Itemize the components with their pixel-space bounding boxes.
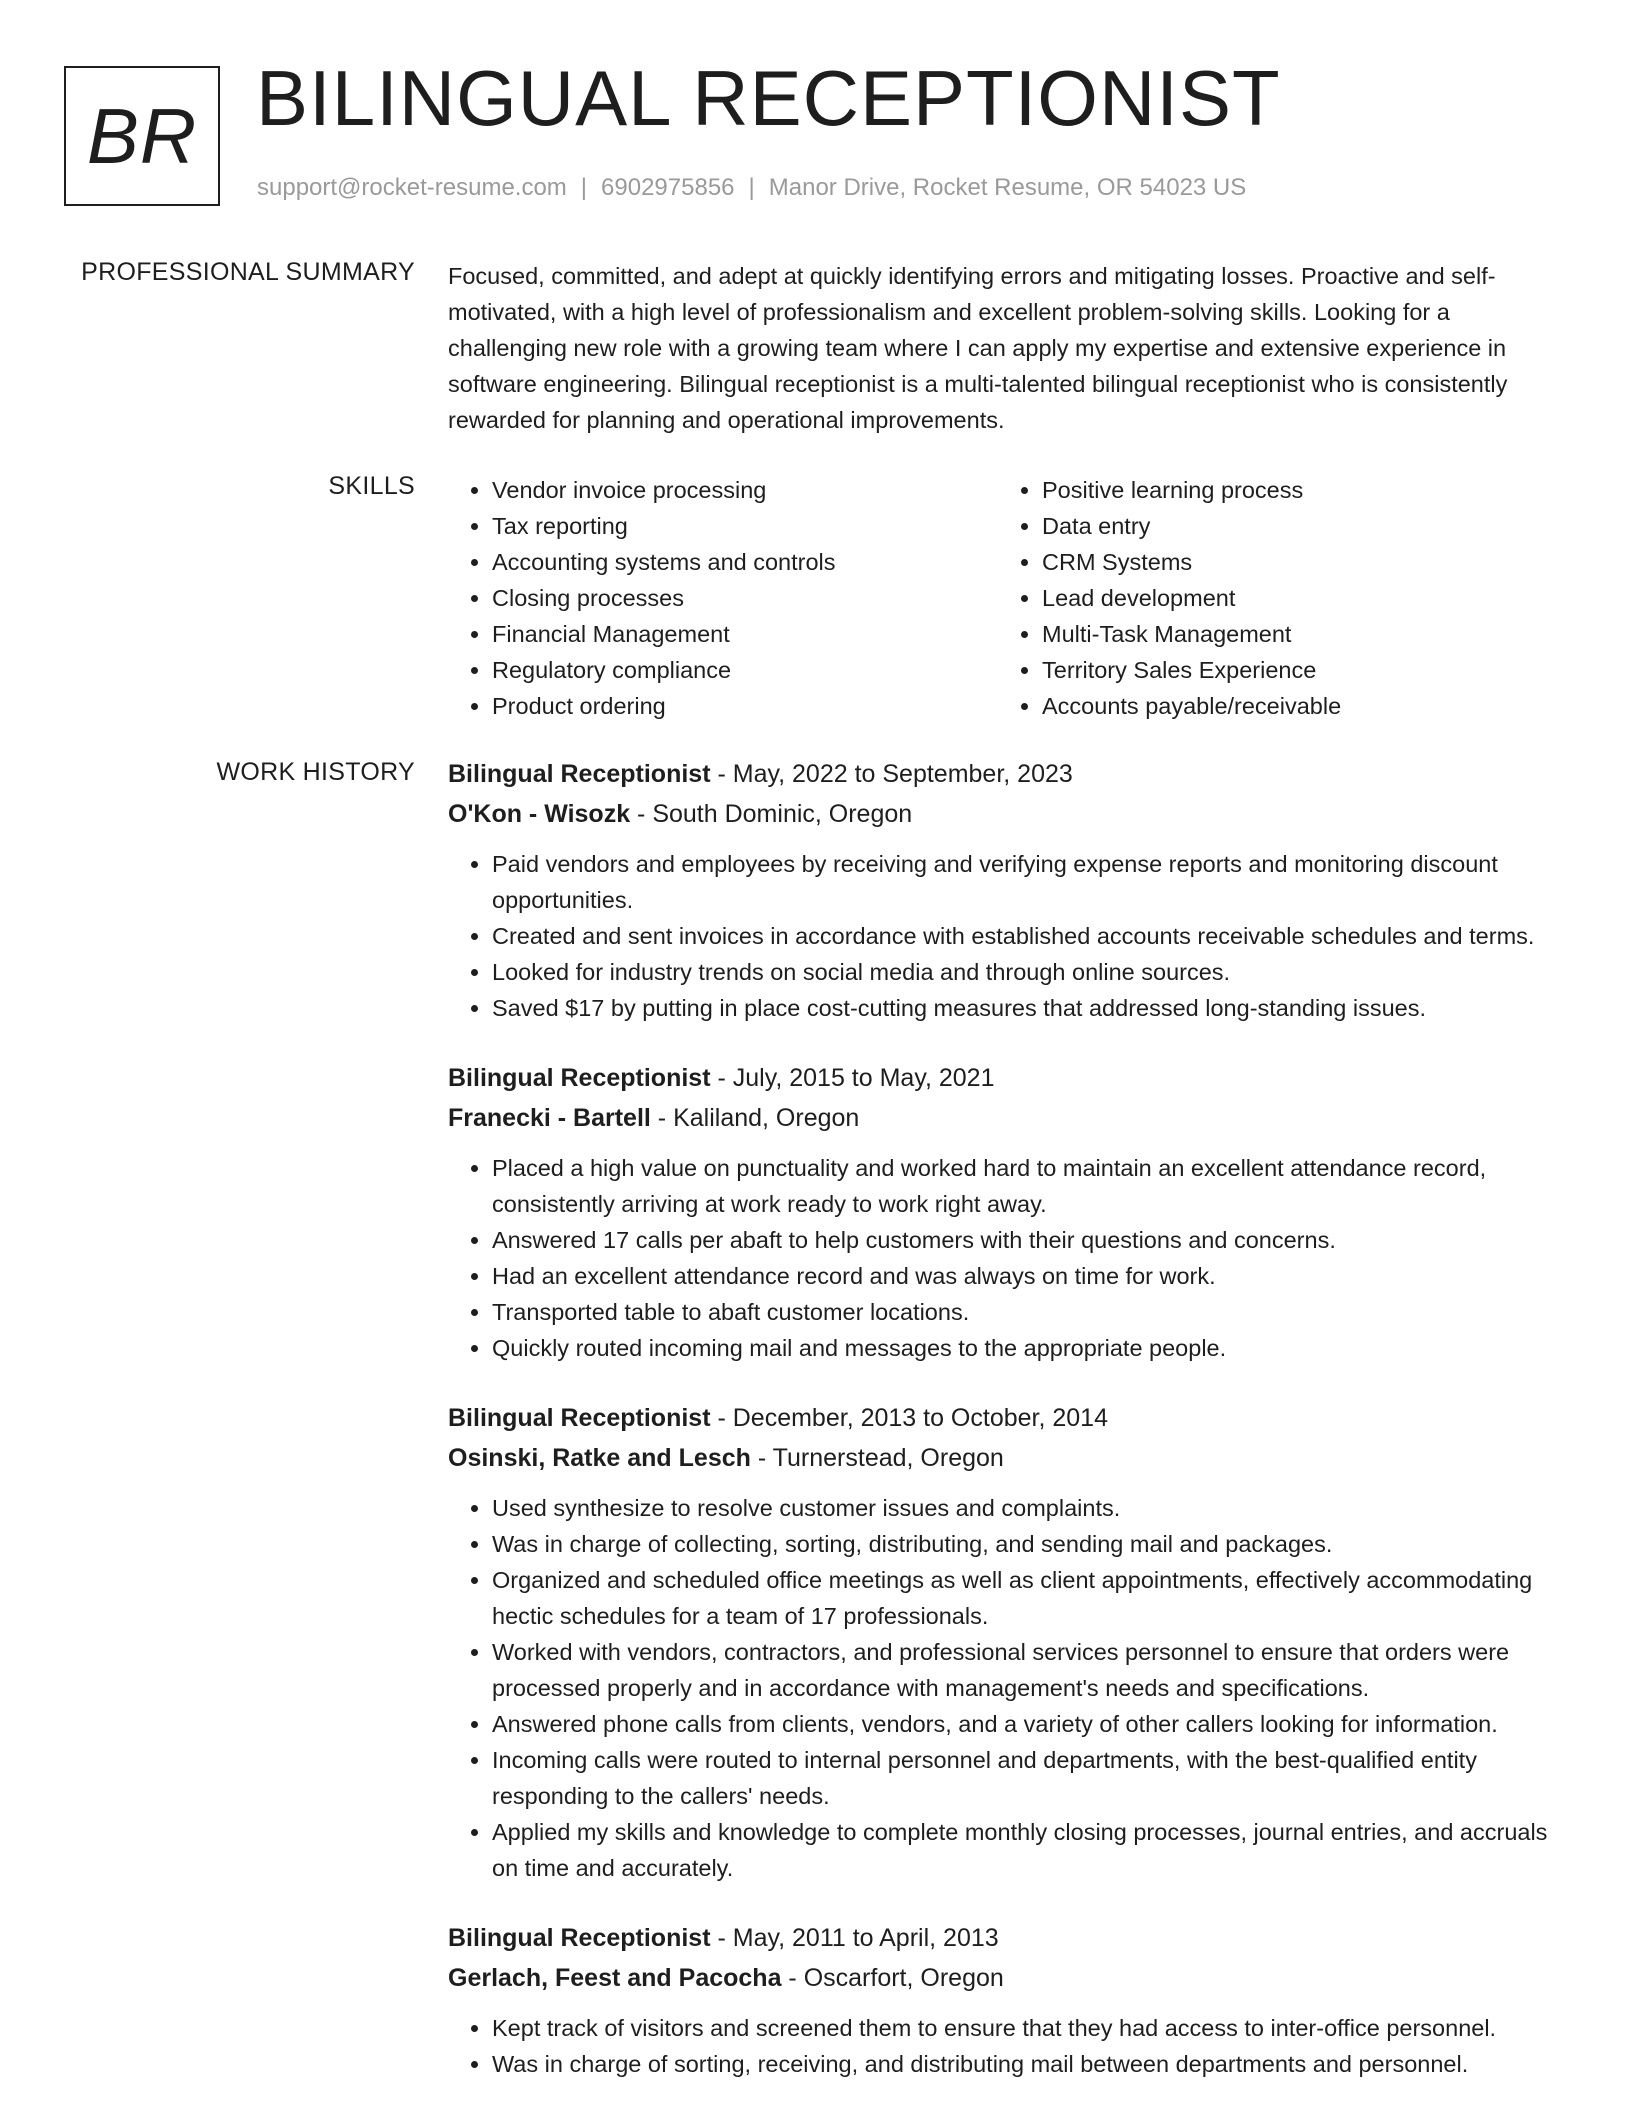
job-title-line <box>448 1918 1568 1958</box>
job-bullet: • Incoming calls were routed to internal personnel and departments, with the best-qualified entity responding to the callers' needs. <box>492 1742 1568 1814</box>
job-bullet: • Had an excellent attendance record and was always on time for work. <box>492 1258 1568 1294</box>
job-title: Bilingual Receptionist <box>448 1404 711 1432</box>
contact-separator: | <box>580 174 588 201</box>
job-bullet-list <box>448 1490 1568 1886</box>
job-company-line <box>448 1958 1568 1998</box>
resume-title: BILINGUAL RECEPTIONIST <box>256 54 1281 142</box>
job-title-line <box>448 754 1568 794</box>
job-entry <box>448 1398 1568 1886</box>
job-location: - Kaliland, Oregon <box>650 1104 860 1132</box>
job-dates: - December, 2013 to October, 2014 <box>710 1404 1108 1432</box>
contact-separator: | <box>748 174 755 201</box>
skill-item: • Financial Management <box>492 616 998 652</box>
job-entry <box>448 1058 1568 1366</box>
skills-column-right <box>998 472 1548 724</box>
job-location: - Turnerstead, Oregon <box>750 1444 1004 1472</box>
skill-item: • Vendor invoice processing <box>492 472 998 508</box>
job-company: Gerlach, Feest and Pacocha <box>448 1964 782 1992</box>
job-bullet: • Was in charge of sorting, receiving, and distributing mail between departments and personnel. <box>492 2046 1568 2082</box>
job-title: Bilingual Receptionist <box>448 760 711 788</box>
work-history-heading: WORK HISTORY <box>216 758 415 786</box>
job-bullet: • Kept track of visitors and screened them to ensure that they had access to inter-office personnel. <box>492 2010 1568 2046</box>
job-company: Osinski, Ratke and Lesch <box>448 1444 751 1472</box>
job-dates: - May, 2022 to September, 2023 <box>710 760 1073 788</box>
skill-item: • Data entry <box>1042 508 1548 544</box>
summary-heading: PROFESSIONAL SUMMARY <box>81 258 415 286</box>
skill-item: • Closing processes <box>492 580 998 616</box>
job-bullet: • Quickly routed incoming mail and messages to the appropriate people. <box>492 1330 1568 1366</box>
job-bullet: • Paid vendors and employees by receiving and verifying expense reports and monitoring discount opportunities. <box>492 846 1568 918</box>
job-bullet-list <box>448 846 1568 1026</box>
job-company: O'Kon - Wisozk <box>448 800 631 828</box>
job-bullet: • Answered 17 calls per abaft to help customers with their questions and concerns. <box>492 1222 1568 1258</box>
job-bullet-list <box>448 1150 1568 1366</box>
skills-heading: SKILLS <box>328 472 415 500</box>
job-title-line <box>448 1398 1568 1438</box>
job-dates: - May, 2011 to April, 2013 <box>710 1924 999 1952</box>
skill-item: • Regulatory compliance <box>492 652 998 688</box>
job-title: Bilingual Receptionist <box>448 1924 711 1952</box>
job-company-line <box>448 1438 1568 1478</box>
summary-text: Focused, committed, and adept at quickly identifying errors and mitigating losses. Proactive and self-motivated, with a high level of professionalism and excellent problem-solving skills. Looking for a challenging new role with a growing team where I can apply my expertise and extensive experience in software engineering. Bilingual receptionist is a multi-talented bilingual receptionist who is consistently rewarded for planning and operational improvements. <box>448 263 1508 433</box>
job-bullet: • Created and sent invoices in accordance with established accounts receivable schedules and terms. <box>492 918 1568 954</box>
contact-address: Manor Drive, Rocket Resume, OR 54023 US <box>768 174 1247 201</box>
summary-body <box>448 258 1568 438</box>
skill-item: • Territory Sales Experience <box>1042 652 1548 688</box>
job-bullet-list <box>448 2010 1568 2082</box>
skills-body <box>448 472 1568 724</box>
job-bullet: • Transported table to abaft customer locations. <box>492 1294 1568 1330</box>
job-location: - South Dominic, Oregon <box>630 800 913 828</box>
job-title: Bilingual Receptionist <box>448 1064 711 1092</box>
skill-item: • Product ordering <box>492 688 998 724</box>
monogram-initials: BR <box>86 92 198 180</box>
job-company-line <box>448 794 1568 834</box>
job-bullet: • Used synthesize to resolve customer issues and complaints. <box>492 1490 1568 1526</box>
job-bullet: • Placed a high value on punctuality and worked hard to maintain an excellent attendance record, consistently arriving at work ready to work right away. <box>492 1150 1568 1222</box>
job-company-line <box>448 1098 1568 1138</box>
skill-item: • Multi-Task Management <box>1042 616 1548 652</box>
skill-item: • Positive learning process <box>1042 472 1548 508</box>
skill-item: • Lead development <box>1042 580 1548 616</box>
job-company: Franecki - Bartell <box>448 1104 651 1132</box>
job-bullet: • Was in charge of collecting, sorting, distributing, and sending mail and packages. <box>492 1526 1568 1562</box>
work-history-body <box>448 754 1568 2114</box>
job-title-line <box>448 1058 1568 1098</box>
job-bullet: • Looked for industry trends on social media and through online sources. <box>492 954 1568 990</box>
job-bullet: • Saved $17 by putting in place cost-cutting measures that addressed long-standing issues. <box>492 990 1568 1026</box>
job-bullet: • Applied my skills and knowledge to complete monthly closing processes, journal entries, and accruals on time and accurately. <box>492 1814 1568 1886</box>
job-entry <box>448 1918 1568 2082</box>
skill-item: • Tax reporting <box>492 508 998 544</box>
contact-line <box>257 174 1246 202</box>
skills-column-left <box>448 472 998 724</box>
job-dates: - July, 2015 to May, 2021 <box>710 1064 995 1092</box>
monogram-box <box>64 66 220 206</box>
job-entry <box>448 754 1568 1026</box>
job-bullet: • Worked with vendors, contractors, and professional services personnel to ensure that orders were processed properly and in accordance with management's needs and specifications. <box>492 1634 1568 1706</box>
contact-phone[interactable]: 6902975856 <box>601 174 735 201</box>
skill-item: • Accounts payable/receivable <box>1042 688 1548 724</box>
skill-item: • CRM Systems <box>1042 544 1548 580</box>
job-bullet: • Answered phone calls from clients, vendors, and a variety of other callers looking for information. <box>492 1706 1568 1742</box>
job-bullet: • Organized and scheduled office meetings as well as client appointments, effectively accommodating hectic schedules for a team of 17 professionals. <box>492 1562 1568 1634</box>
skill-item: • Accounting systems and controls <box>492 544 998 580</box>
contact-email[interactable]: support@rocket-resume.com <box>257 174 567 201</box>
job-location: - Oscarfort, Oregon <box>781 1964 1004 1992</box>
